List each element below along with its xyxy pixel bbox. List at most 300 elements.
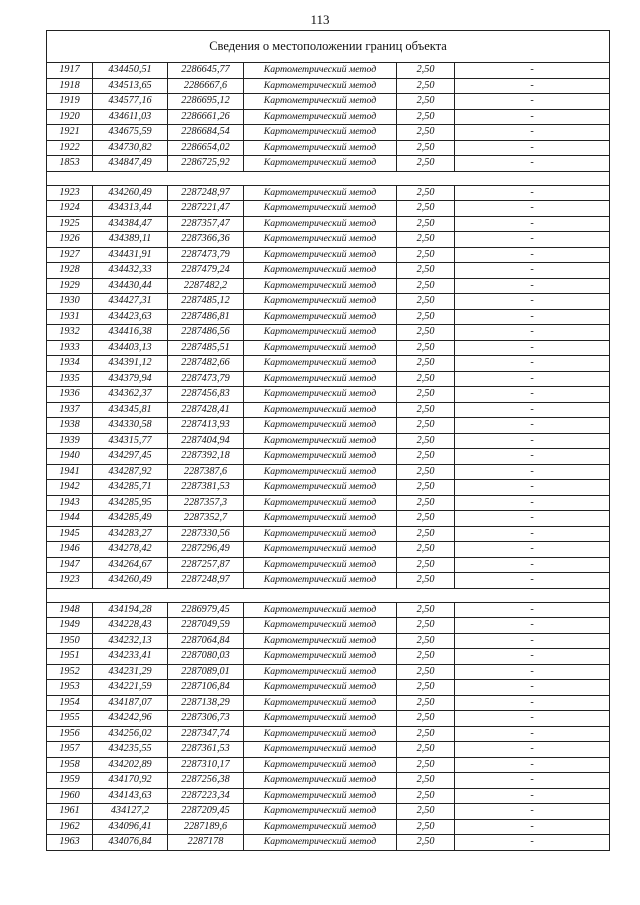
description-cell: - <box>455 804 610 820</box>
table-row <box>47 464 610 480</box>
description-cell: - <box>455 711 610 727</box>
coord-x-cell: 434577,16 <box>93 94 168 110</box>
description-cell: - <box>455 757 610 773</box>
coord-y-cell: 2287178 <box>168 835 244 851</box>
description-cell: - <box>455 325 610 341</box>
table-row <box>47 309 610 325</box>
coord-x-cell: 434389,11 <box>93 232 168 248</box>
coord-y-cell: 2287357,47 <box>168 216 244 232</box>
coord-y-cell: 2287456,83 <box>168 387 244 403</box>
coord-y-cell: 2287296,49 <box>168 542 244 558</box>
coord-y-cell: 2287221,47 <box>168 201 244 217</box>
table-row <box>47 649 610 665</box>
accuracy-cell: 2,50 <box>397 557 455 573</box>
accuracy-cell: 2,50 <box>397 680 455 696</box>
method-cell: Картометрический метод <box>244 526 397 542</box>
description-cell: - <box>455 726 610 742</box>
accuracy-cell: 2,50 <box>397 602 455 618</box>
point-number-cell: 1949 <box>47 618 93 634</box>
table-row <box>47 232 610 248</box>
coord-y-cell: 2287366,36 <box>168 232 244 248</box>
description-cell: - <box>455 387 610 403</box>
coord-x-cell: 434431,91 <box>93 247 168 263</box>
method-cell: Картометрический метод <box>244 480 397 496</box>
table-row <box>47 387 610 403</box>
method-cell: Картометрический метод <box>244 216 397 232</box>
coord-x-cell: 434287,92 <box>93 464 168 480</box>
method-cell: Картометрический метод <box>244 78 397 94</box>
method-cell: Картометрический метод <box>244 542 397 558</box>
coord-x-cell: 434285,49 <box>93 511 168 527</box>
coord-x-cell: 434416,38 <box>93 325 168 341</box>
point-number-cell: 1938 <box>47 418 93 434</box>
method-cell: Картометрический метод <box>244 125 397 141</box>
accuracy-cell: 2,50 <box>397 633 455 649</box>
point-number-cell: 1926 <box>47 232 93 248</box>
coord-y-cell: 2287479,24 <box>168 263 244 279</box>
accuracy-cell: 2,50 <box>397 278 455 294</box>
coord-y-cell: 2287486,81 <box>168 309 244 325</box>
accuracy-cell: 2,50 <box>397 711 455 727</box>
coord-x-cell: 434423,63 <box>93 309 168 325</box>
coord-x-cell: 434194,28 <box>93 602 168 618</box>
description-cell: - <box>455 109 610 125</box>
coord-y-cell: 2287223,34 <box>168 788 244 804</box>
coord-y-cell: 2287089,01 <box>168 664 244 680</box>
method-cell: Картометрический метод <box>244 773 397 789</box>
boundary-table <box>46 30 610 851</box>
table-title: Сведения о местоположении границ объекта <box>47 31 610 63</box>
table-row <box>47 216 610 232</box>
description-cell: - <box>455 185 610 201</box>
point-number-cell: 1950 <box>47 633 93 649</box>
method-cell: Картометрический метод <box>244 63 397 79</box>
table-row <box>47 773 610 789</box>
accuracy-cell: 2,50 <box>397 726 455 742</box>
coord-x-cell: 434315,77 <box>93 433 168 449</box>
method-cell: Картометрический метод <box>244 633 397 649</box>
description-cell: - <box>455 263 610 279</box>
point-number-cell: 1935 <box>47 371 93 387</box>
description-cell: - <box>455 557 610 573</box>
table-row <box>47 433 610 449</box>
accuracy-cell: 2,50 <box>397 526 455 542</box>
coord-y-cell: 2287257,87 <box>168 557 244 573</box>
coord-y-cell: 2287387,6 <box>168 464 244 480</box>
method-cell: Картометрический метод <box>244 94 397 110</box>
coord-x-cell: 434285,95 <box>93 495 168 511</box>
description-cell: - <box>455 278 610 294</box>
table-row <box>47 573 610 589</box>
table-row <box>47 480 610 496</box>
accuracy-cell: 2,50 <box>397 263 455 279</box>
description-cell: - <box>455 371 610 387</box>
description-cell: - <box>455 742 610 758</box>
table-title-row <box>47 31 610 63</box>
coord-y-cell: 2287485,12 <box>168 294 244 310</box>
point-number-cell: 1924 <box>47 201 93 217</box>
method-cell: Картометрический метод <box>244 511 397 527</box>
accuracy-cell: 2,50 <box>397 185 455 201</box>
accuracy-cell: 2,50 <box>397 433 455 449</box>
coord-x-cell: 434513,65 <box>93 78 168 94</box>
description-cell: - <box>455 78 610 94</box>
coord-x-cell: 434232,13 <box>93 633 168 649</box>
table-row <box>47 294 610 310</box>
accuracy-cell: 2,50 <box>397 542 455 558</box>
accuracy-cell: 2,50 <box>397 664 455 680</box>
description-cell: - <box>455 526 610 542</box>
table-row <box>47 602 610 618</box>
accuracy-cell: 2,50 <box>397 757 455 773</box>
accuracy-cell: 2,50 <box>397 294 455 310</box>
method-cell: Картометрический метод <box>244 309 397 325</box>
coord-y-cell: 2287473,79 <box>168 247 244 263</box>
accuracy-cell: 2,50 <box>397 356 455 372</box>
point-number-cell: 1959 <box>47 773 93 789</box>
method-cell: Картометрический метод <box>244 618 397 634</box>
description-cell: - <box>455 602 610 618</box>
description-cell: - <box>455 140 610 156</box>
table-row <box>47 418 610 434</box>
coord-x-cell: 434231,29 <box>93 664 168 680</box>
point-number-cell: 1958 <box>47 757 93 773</box>
accuracy-cell: 2,50 <box>397 618 455 634</box>
point-number-cell: 1939 <box>47 433 93 449</box>
description-cell: - <box>455 433 610 449</box>
coord-x-cell: 434403,13 <box>93 340 168 356</box>
table-row <box>47 402 610 418</box>
point-number-cell: 1923 <box>47 185 93 201</box>
point-number-cell: 1945 <box>47 526 93 542</box>
accuracy-cell: 2,50 <box>397 418 455 434</box>
block-separator <box>47 588 610 602</box>
accuracy-cell: 2,50 <box>397 449 455 465</box>
method-cell: Картометрический метод <box>244 602 397 618</box>
table-row <box>47 340 610 356</box>
description-cell: - <box>455 573 610 589</box>
method-cell: Картометрический метод <box>244 742 397 758</box>
coord-x-cell: 434430,44 <box>93 278 168 294</box>
coord-x-cell: 434285,71 <box>93 480 168 496</box>
coord-x-cell: 434235,55 <box>93 742 168 758</box>
table-row <box>47 125 610 141</box>
coord-x-cell: 434256,02 <box>93 726 168 742</box>
description-cell: - <box>455 788 610 804</box>
coord-y-cell: 2287482,66 <box>168 356 244 372</box>
point-number-cell: 1936 <box>47 387 93 403</box>
table-row <box>47 680 610 696</box>
coord-x-cell: 434345,81 <box>93 402 168 418</box>
point-number-cell: 1933 <box>47 340 93 356</box>
method-cell: Картометрический метод <box>244 726 397 742</box>
method-cell: Картометрический метод <box>244 680 397 696</box>
coord-y-cell: 2286667,6 <box>168 78 244 94</box>
method-cell: Картометрический метод <box>244 804 397 820</box>
description-cell: - <box>455 819 610 835</box>
accuracy-cell: 2,50 <box>397 201 455 217</box>
accuracy-cell: 2,50 <box>397 480 455 496</box>
coord-y-cell: 2286695,12 <box>168 94 244 110</box>
coord-y-cell: 2286684,54 <box>168 125 244 141</box>
point-number-cell: 1956 <box>47 726 93 742</box>
method-cell: Картометрический метод <box>244 433 397 449</box>
point-number-cell: 1954 <box>47 695 93 711</box>
coord-y-cell: 2287209,45 <box>168 804 244 820</box>
description-cell: - <box>455 156 610 172</box>
description-cell: - <box>455 294 610 310</box>
coord-x-cell: 434379,94 <box>93 371 168 387</box>
point-number-cell: 1961 <box>47 804 93 820</box>
point-number-cell: 1923 <box>47 573 93 589</box>
description-cell: - <box>455 495 610 511</box>
table-row <box>47 633 610 649</box>
description-cell: - <box>455 695 610 711</box>
method-cell: Картометрический метод <box>244 788 397 804</box>
coord-x-cell: 434076,84 <box>93 835 168 851</box>
coord-y-cell: 2287413,93 <box>168 418 244 434</box>
table-row <box>47 371 610 387</box>
coord-x-cell: 434228,43 <box>93 618 168 634</box>
description-cell: - <box>455 542 610 558</box>
table-row <box>47 278 610 294</box>
table-row <box>47 664 610 680</box>
coord-x-cell: 434264,67 <box>93 557 168 573</box>
point-number-cell: 1917 <box>47 63 93 79</box>
table-row <box>47 495 610 511</box>
method-cell: Картометрический метод <box>244 294 397 310</box>
table-row <box>47 201 610 217</box>
coord-y-cell: 2287404,94 <box>168 433 244 449</box>
accuracy-cell: 2,50 <box>397 495 455 511</box>
coord-x-cell: 434278,42 <box>93 542 168 558</box>
point-number-cell: 1944 <box>47 511 93 527</box>
accuracy-cell: 2,50 <box>397 63 455 79</box>
description-cell: - <box>455 449 610 465</box>
method-cell: Картометрический метод <box>244 664 397 680</box>
coord-x-cell: 434432,33 <box>93 263 168 279</box>
method-cell: Картометрический метод <box>244 835 397 851</box>
method-cell: Картометрический метод <box>244 495 397 511</box>
point-number-cell: 1920 <box>47 109 93 125</box>
point-number-cell: 1941 <box>47 464 93 480</box>
method-cell: Картометрический метод <box>244 109 397 125</box>
description-cell: - <box>455 232 610 248</box>
coord-y-cell: 2287428,41 <box>168 402 244 418</box>
point-number-cell: 1927 <box>47 247 93 263</box>
coord-y-cell: 2286661,26 <box>168 109 244 125</box>
point-number-cell: 1955 <box>47 711 93 727</box>
coord-x-cell: 434362,37 <box>93 387 168 403</box>
point-number-cell: 1962 <box>47 819 93 835</box>
coord-x-cell: 434730,82 <box>93 140 168 156</box>
accuracy-cell: 2,50 <box>397 387 455 403</box>
method-cell: Картометрический метод <box>244 387 397 403</box>
coord-y-cell: 2286979,45 <box>168 602 244 618</box>
table-row <box>47 156 610 172</box>
method-cell: Картометрический метод <box>244 711 397 727</box>
coord-y-cell: 2287306,73 <box>168 711 244 727</box>
coord-y-cell: 2287486,56 <box>168 325 244 341</box>
accuracy-cell: 2,50 <box>397 247 455 263</box>
method-cell: Картометрический метод <box>244 263 397 279</box>
table-row <box>47 247 610 263</box>
coord-x-cell: 434675,59 <box>93 125 168 141</box>
point-number-cell: 1921 <box>47 125 93 141</box>
table-row <box>47 788 610 804</box>
description-cell: - <box>455 216 610 232</box>
coord-x-cell: 434611,03 <box>93 109 168 125</box>
accuracy-cell: 2,50 <box>397 216 455 232</box>
coord-y-cell: 2287248,97 <box>168 573 244 589</box>
coord-x-cell: 434187,07 <box>93 695 168 711</box>
point-number-cell: 1963 <box>47 835 93 851</box>
block-separator-row <box>47 171 610 185</box>
description-cell: - <box>455 664 610 680</box>
point-number-cell: 1934 <box>47 356 93 372</box>
method-cell: Картометрический метод <box>244 557 397 573</box>
description-cell: - <box>455 835 610 851</box>
method-cell: Картометрический метод <box>244 325 397 341</box>
description-cell: - <box>455 340 610 356</box>
description-cell: - <box>455 680 610 696</box>
coord-x-cell: 434427,31 <box>93 294 168 310</box>
coord-y-cell: 2286645,77 <box>168 63 244 79</box>
point-number-cell: 1922 <box>47 140 93 156</box>
method-cell: Картометрический метод <box>244 140 397 156</box>
table-row <box>47 711 610 727</box>
point-number-cell: 1951 <box>47 649 93 665</box>
description-cell: - <box>455 309 610 325</box>
table-row <box>47 726 610 742</box>
coord-y-cell: 2287381,53 <box>168 480 244 496</box>
method-cell: Картометрический метод <box>244 464 397 480</box>
description-cell: - <box>455 773 610 789</box>
table-row <box>47 140 610 156</box>
coord-x-cell: 434233,41 <box>93 649 168 665</box>
description-cell: - <box>455 511 610 527</box>
point-number-cell: 1918 <box>47 78 93 94</box>
description-cell: - <box>455 402 610 418</box>
table-row <box>47 742 610 758</box>
method-cell: Картометрический метод <box>244 573 397 589</box>
coord-x-cell: 434202,89 <box>93 757 168 773</box>
point-number-cell: 1919 <box>47 94 93 110</box>
method-cell: Картометрический метод <box>244 340 397 356</box>
table-row <box>47 542 610 558</box>
accuracy-cell: 2,50 <box>397 109 455 125</box>
coord-y-cell: 2287189,6 <box>168 819 244 835</box>
table-row <box>47 63 610 79</box>
table-row <box>47 78 610 94</box>
method-cell: Картометрический метод <box>244 371 397 387</box>
method-cell: Картометрический метод <box>244 402 397 418</box>
accuracy-cell: 2,50 <box>397 742 455 758</box>
method-cell: Картометрический метод <box>244 156 397 172</box>
coord-y-cell: 2287256,38 <box>168 773 244 789</box>
table-row <box>47 109 610 125</box>
accuracy-cell: 2,50 <box>397 232 455 248</box>
accuracy-cell: 2,50 <box>397 804 455 820</box>
coord-x-cell: 434170,92 <box>93 773 168 789</box>
table-row <box>47 557 610 573</box>
coord-y-cell: 2287248,97 <box>168 185 244 201</box>
point-number-cell: 1943 <box>47 495 93 511</box>
point-number-cell: 1942 <box>47 480 93 496</box>
page-number: 113 <box>310 12 330 27</box>
table-row <box>47 185 610 201</box>
accuracy-cell: 2,50 <box>397 140 455 156</box>
coord-x-cell: 434297,45 <box>93 449 168 465</box>
description-cell: - <box>455 464 610 480</box>
description-cell: - <box>455 247 610 263</box>
accuracy-cell: 2,50 <box>397 835 455 851</box>
description-cell: - <box>455 633 610 649</box>
method-cell: Картометрический метод <box>244 185 397 201</box>
coord-y-cell: 2287064,84 <box>168 633 244 649</box>
point-number-cell: 1947 <box>47 557 93 573</box>
coord-x-cell: 434143,63 <box>93 788 168 804</box>
point-number-cell: 1853 <box>47 156 93 172</box>
coord-y-cell: 2287482,2 <box>168 278 244 294</box>
accuracy-cell: 2,50 <box>397 78 455 94</box>
coord-y-cell: 2286725,92 <box>168 156 244 172</box>
coord-y-cell: 2287080,03 <box>168 649 244 665</box>
point-number-cell: 1960 <box>47 788 93 804</box>
description-cell: - <box>455 618 610 634</box>
coord-x-cell: 434242,96 <box>93 711 168 727</box>
accuracy-cell: 2,50 <box>397 788 455 804</box>
coord-x-cell: 434127,2 <box>93 804 168 820</box>
point-number-cell: 1952 <box>47 664 93 680</box>
table-row <box>47 511 610 527</box>
table-row <box>47 449 610 465</box>
coord-y-cell: 2287352,7 <box>168 511 244 527</box>
point-number-cell: 1937 <box>47 402 93 418</box>
accuracy-cell: 2,50 <box>397 340 455 356</box>
coord-y-cell: 2287392,18 <box>168 449 244 465</box>
coord-y-cell: 2287106,84 <box>168 680 244 696</box>
point-number-cell: 1953 <box>47 680 93 696</box>
description-cell: - <box>455 63 610 79</box>
coord-y-cell: 2287357,3 <box>168 495 244 511</box>
accuracy-cell: 2,50 <box>397 511 455 527</box>
coord-y-cell: 2287310,17 <box>168 757 244 773</box>
accuracy-cell: 2,50 <box>397 649 455 665</box>
accuracy-cell: 2,50 <box>397 402 455 418</box>
coord-x-cell: 434384,47 <box>93 216 168 232</box>
table-row <box>47 757 610 773</box>
coord-y-cell: 2287473,79 <box>168 371 244 387</box>
table-row <box>47 835 610 851</box>
table-row <box>47 263 610 279</box>
point-number-cell: 1946 <box>47 542 93 558</box>
coord-y-cell: 2287049,59 <box>168 618 244 634</box>
table-row <box>47 804 610 820</box>
table-row <box>47 356 610 372</box>
coord-x-cell: 434260,49 <box>93 573 168 589</box>
point-number-cell: 1957 <box>47 742 93 758</box>
coord-y-cell: 2287347,74 <box>168 726 244 742</box>
coord-y-cell: 2286654,02 <box>168 140 244 156</box>
method-cell: Картометрический метод <box>244 201 397 217</box>
coord-x-cell: 434330,58 <box>93 418 168 434</box>
method-cell: Картометрический метод <box>244 418 397 434</box>
accuracy-cell: 2,50 <box>397 325 455 341</box>
method-cell: Картометрический метод <box>244 649 397 665</box>
accuracy-cell: 2,50 <box>397 371 455 387</box>
table-row <box>47 695 610 711</box>
